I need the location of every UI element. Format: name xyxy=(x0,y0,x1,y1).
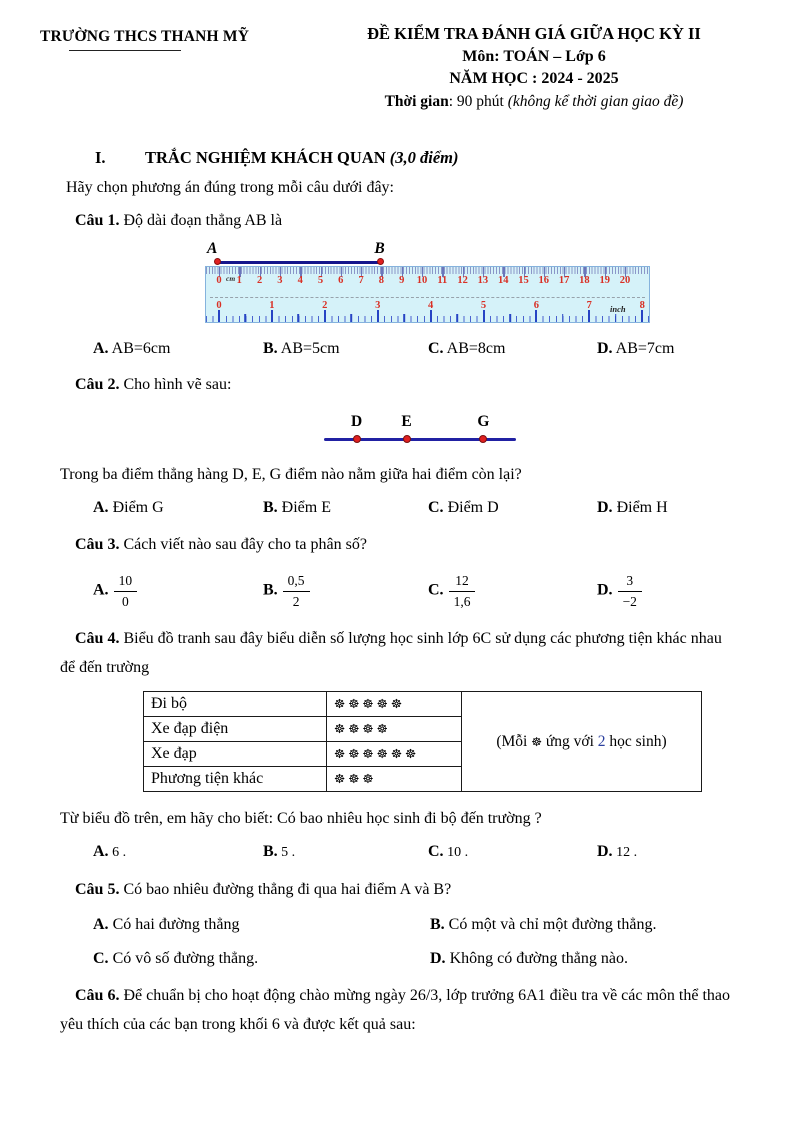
inch-number: 5 xyxy=(480,300,487,311)
option-c xyxy=(93,945,430,972)
option-key: A. xyxy=(93,843,109,860)
cm-number: 13 xyxy=(477,275,489,286)
question-6-text: Để chuẩn bị cho hoạt động chào mừng ngày 26/3, lớp trưởng 6A1 điều tra về các môn thể thao yêu thích của các bạn trong khối 6 và được kết quả sau: xyxy=(60,987,731,1033)
half-inch-tick xyxy=(456,314,458,323)
row-icons: ☸☸☸☸☸☸ xyxy=(327,742,462,767)
option-a xyxy=(93,838,263,866)
point-g-dot xyxy=(479,435,487,443)
option-b xyxy=(263,335,428,362)
option-key: D. xyxy=(597,340,613,357)
half-inch-tick xyxy=(350,314,352,323)
cm-number: 5 xyxy=(317,275,324,286)
question-4 xyxy=(60,624,738,682)
exam-year: NĂM HỌC : 2024 - 2025 xyxy=(449,70,619,87)
option-d xyxy=(597,838,738,866)
cm-number: 18 xyxy=(579,275,590,286)
option-d xyxy=(597,572,738,610)
legend-post: học sinh) xyxy=(605,732,667,750)
table-row xyxy=(144,692,702,717)
cm-number: 16 xyxy=(538,275,550,286)
inch-number: 6 xyxy=(533,300,540,311)
endpoint-a-dot xyxy=(214,258,221,265)
option-key: B. xyxy=(263,340,278,357)
option-text: Điểm D xyxy=(443,499,499,516)
denominator: 1,6 xyxy=(453,593,471,609)
question-4-label: Câu 4. xyxy=(75,630,120,647)
question-2 xyxy=(60,370,738,399)
option-d xyxy=(597,335,738,362)
question-3-text: Cách viết nào sau đây cho ta phân số? xyxy=(119,536,367,553)
option-a xyxy=(93,335,263,362)
school-underline xyxy=(69,50,181,51)
option-c xyxy=(428,494,597,521)
numerator: 0,5 xyxy=(283,572,310,592)
school-name: TRƯỜNG THCS THANH MỸ xyxy=(40,28,250,45)
endpoint-b-dot xyxy=(377,258,384,265)
inch-tick xyxy=(430,310,432,322)
inch-tick xyxy=(641,310,643,322)
section-points: (3,0 điểm) xyxy=(389,148,459,167)
inch-tick xyxy=(535,310,537,322)
point-a-label: A xyxy=(207,240,218,257)
question-3-options xyxy=(93,568,738,614)
option-text: Có một và chỉ một đường thẳng. xyxy=(444,916,657,933)
fraction xyxy=(449,572,476,610)
point-e xyxy=(392,413,422,448)
cm-number: 4 xyxy=(297,275,303,286)
question-1-label: Câu 1. xyxy=(75,212,120,229)
cm-number: 15 xyxy=(518,275,529,286)
point-g xyxy=(468,413,498,448)
option-text: Điểm E xyxy=(277,499,331,516)
point-e-label: E xyxy=(401,413,412,430)
half-inch-tick xyxy=(245,314,247,323)
legend-number: 2 xyxy=(597,732,606,750)
section-1-heading xyxy=(95,148,738,168)
cm-number: 9 xyxy=(399,275,405,286)
option-a xyxy=(93,494,263,521)
inch-number: 4 xyxy=(427,300,434,311)
inch-number: 3 xyxy=(375,300,381,311)
question-3 xyxy=(60,530,738,559)
question-6 xyxy=(60,981,738,1039)
cm-number: 14 xyxy=(497,275,509,286)
student-icon: ☸ xyxy=(531,734,542,749)
option-text: 10 . xyxy=(443,845,469,860)
question-6-label: Câu 6. xyxy=(75,987,120,1004)
question-1-text: Độ dài đoạn thẳng AB là xyxy=(119,212,283,229)
inch-tick xyxy=(324,310,326,322)
point-e-dot xyxy=(403,435,411,443)
inch-tick xyxy=(271,310,273,322)
inch-tick xyxy=(218,310,220,322)
question-1-options xyxy=(93,335,738,362)
option-text: AB=5cm xyxy=(277,340,340,357)
duration-note: (không kể thời gian giao đề) xyxy=(507,92,684,110)
cm-number: 19 xyxy=(599,275,610,286)
point-g-label: G xyxy=(477,413,490,430)
option-key: D. xyxy=(597,499,613,516)
inch-tick xyxy=(483,310,485,322)
question-2-options xyxy=(93,494,738,521)
point-d-label: D xyxy=(351,413,363,430)
option-key: A. xyxy=(93,581,109,599)
inch-number: 1 xyxy=(269,300,275,311)
option-key: C. xyxy=(93,950,109,967)
option-b xyxy=(263,572,428,610)
numerator: 10 xyxy=(114,572,138,592)
row-icons: ☸☸☸☸ xyxy=(327,717,462,742)
row-icons: ☸☸☸ xyxy=(327,767,462,792)
option-key: B. xyxy=(263,843,278,860)
option-text: Có hai đường thẳng xyxy=(108,916,240,933)
cm-number: 7 xyxy=(358,275,364,286)
half-inch-tick xyxy=(562,314,564,323)
question-5 xyxy=(60,875,738,904)
point-b-label: B xyxy=(374,240,385,257)
inch-number: 8 xyxy=(639,300,645,311)
cm-number: 0 xyxy=(216,275,222,286)
row-icons: ☸☸☸☸☸ xyxy=(327,692,462,717)
inch-tick xyxy=(588,310,590,322)
option-a xyxy=(93,911,430,938)
question-2-text: Cho hình vẽ sau: xyxy=(119,376,232,393)
half-inch-tick xyxy=(403,314,405,323)
numerator: 3 xyxy=(618,572,642,592)
row-label: Xe đạp xyxy=(144,742,327,767)
cm-number: 3 xyxy=(277,275,283,286)
half-inch-tick xyxy=(509,314,511,323)
pictograph-table xyxy=(143,691,702,792)
option-text: 12 . xyxy=(612,845,638,860)
inch-tick xyxy=(377,310,379,322)
fraction xyxy=(114,572,138,610)
option-key: D. xyxy=(597,843,613,860)
exam-title: ĐỀ KIỂM TRA ĐÁNH GIÁ GIỮA HỌC KỲ II xyxy=(367,24,701,43)
option-c xyxy=(428,335,597,362)
question-5-options xyxy=(93,911,738,972)
ruler-figure xyxy=(205,240,652,325)
denominator: 2 xyxy=(292,593,300,609)
option-text: Không có đường thẳng nào. xyxy=(445,950,628,967)
duration-value: : 90 phút xyxy=(448,92,508,110)
option-b xyxy=(263,838,428,866)
option-key: C. xyxy=(428,340,444,357)
option-text: Điểm H xyxy=(612,499,668,516)
cm-number: 10 xyxy=(416,275,428,286)
inch-number: 0 xyxy=(216,300,222,311)
ruler-divider xyxy=(210,297,645,298)
question-5-text: Có bao nhiêu đường thẳng đi qua hai điểm A và B? xyxy=(119,881,452,898)
denominator: 0 xyxy=(121,593,129,609)
option-text: Có vô số đường thẳng. xyxy=(108,950,259,967)
segment-ab xyxy=(218,261,380,264)
cm-number: 20 xyxy=(619,275,631,286)
option-key: C. xyxy=(428,499,444,516)
exam-header xyxy=(0,0,794,113)
option-key: A. xyxy=(93,340,109,357)
question-2-prompt: Trong ba điểm thẳng hàng D, E, G điểm nào nằm giữa hai điểm còn lại? xyxy=(60,466,522,483)
option-text: AB=6cm xyxy=(108,340,171,357)
question-1 xyxy=(60,206,738,235)
option-key: C. xyxy=(428,581,444,599)
question-2-label: Câu 2. xyxy=(75,376,120,393)
row-label: Đi bộ xyxy=(144,692,327,717)
cm-number: 2 xyxy=(256,275,263,286)
option-text: 6 . xyxy=(108,845,127,860)
fraction xyxy=(618,572,642,610)
question-5-label: Câu 5. xyxy=(75,881,120,898)
cm-number: 8 xyxy=(378,275,385,286)
inch-number: 2 xyxy=(322,300,328,311)
numerator: 12 xyxy=(449,572,476,592)
question-4-prompt: Từ biểu đồ trên, em hãy cho biết: Có bao nhiêu học sinh đi bộ đến trường ? xyxy=(60,810,542,827)
header-right xyxy=(306,23,748,113)
section-numeral: I. xyxy=(95,148,106,167)
option-key: B. xyxy=(430,916,445,933)
question-4-text: Biểu đồ tranh sau đây biểu diễn số lượng học sinh lớp 6C sử dụng các phương tiện khác nhau để đến trường xyxy=(60,630,722,676)
section-title: TRẮC NGHIỆM KHÁCH QUAN xyxy=(145,148,390,167)
question-3-label: Câu 3. xyxy=(75,536,120,553)
option-d xyxy=(430,945,738,972)
exam-subject: Môn: TOÁN – Lớp 6 xyxy=(462,47,606,65)
cm-number: 11 xyxy=(437,275,448,286)
option-key: B. xyxy=(263,581,278,599)
section-instruction: Hãy chọn phương án đúng trong mỗi câu dưới đây: xyxy=(66,179,394,196)
option-key: A. xyxy=(93,499,109,516)
cm-unit-label: cm xyxy=(226,274,236,283)
question-4-options xyxy=(93,838,738,866)
legend-pre: (Mỗi xyxy=(496,732,532,750)
cm-number: 12 xyxy=(457,275,468,286)
option-text: Điểm G xyxy=(108,499,164,516)
row-label: Phương tiện khác xyxy=(144,767,327,792)
cm-number: 1 xyxy=(236,275,242,286)
option-text: AB=7cm xyxy=(612,340,675,357)
row-label: Xe đạp điện xyxy=(144,717,327,742)
option-a xyxy=(93,572,263,610)
header-left xyxy=(40,23,306,113)
ruler xyxy=(205,266,650,323)
option-c xyxy=(428,838,597,866)
point-d-dot xyxy=(353,435,361,443)
fraction xyxy=(283,572,310,610)
legend-mid: ứng với xyxy=(541,732,598,750)
option-b xyxy=(430,911,738,938)
half-inch-tick xyxy=(615,314,617,323)
legend-cell xyxy=(462,692,702,792)
cm-number: 17 xyxy=(558,275,570,286)
option-key: D. xyxy=(597,581,613,599)
millimeter-ticks xyxy=(206,267,649,274)
option-key: B. xyxy=(263,499,278,516)
duration-label: Thời gian xyxy=(384,92,449,110)
cm-number: 6 xyxy=(338,275,344,286)
option-text: 5 . xyxy=(277,845,296,860)
option-key: A. xyxy=(93,916,109,933)
option-key: D. xyxy=(430,950,446,967)
option-key: C. xyxy=(428,843,444,860)
option-d xyxy=(597,494,738,521)
option-c xyxy=(428,572,597,610)
option-b xyxy=(263,494,428,521)
point-d xyxy=(342,413,372,448)
option-text: AB=8cm xyxy=(443,340,506,357)
denominator: −2 xyxy=(622,593,637,609)
half-inch-tick xyxy=(298,314,300,323)
exam-duration xyxy=(320,91,748,114)
exam-body xyxy=(0,113,794,1039)
collinear-points-figure xyxy=(324,412,516,448)
inch-number: 7 xyxy=(586,300,592,311)
inch-unit-label: inch xyxy=(610,304,626,314)
